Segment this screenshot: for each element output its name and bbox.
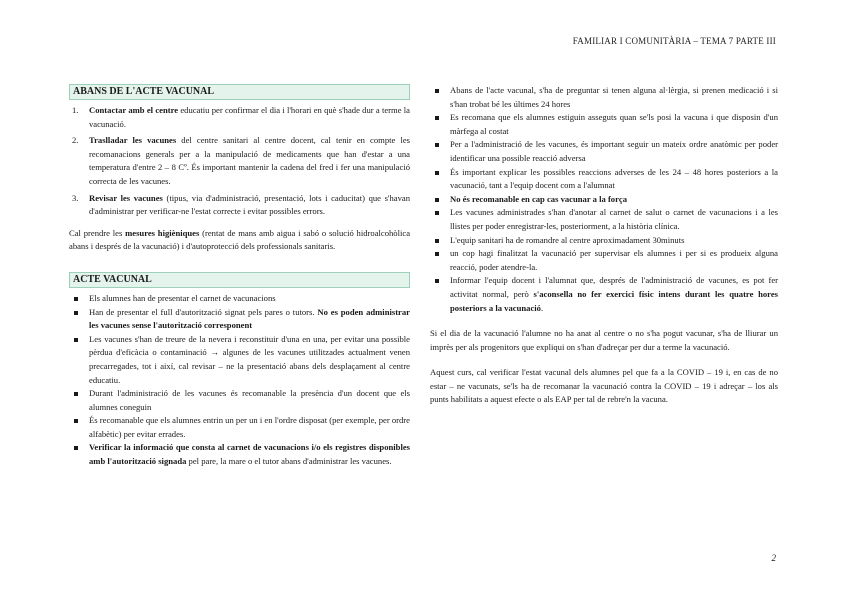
- bullet-square-icon: [435, 143, 439, 147]
- bullet-square-icon: [435, 116, 439, 120]
- hygiene-note: Cal prendre les mesures higièniques (rentat de mans amb aigua i sabó o solució hidroalcohòlica abans i després de la vacunació) i d'autoprotecció dels professionals sanitaris.: [69, 227, 411, 252]
- list-item: Durant l'administració de les vacunes és recomanable la presència d'un docent que els alumnes coneguin: [69, 387, 410, 414]
- section-heading-vaccination-act: ACTE VACUNAL: [69, 272, 410, 288]
- list-item: Han de presentar el full d'autorització signat pels pares o tutors. No es poden administrar les vacunes sense l'autorització corresponent: [69, 306, 410, 333]
- list-item: És important explicar les possibles reaccions adverses de les 24 – 48 hores posteriors a la vacunació, tant a l'equip docent com a l'alumnat: [430, 166, 778, 193]
- right-column: [430, 84, 778, 407]
- list-item: Informar l'equip docent i l'alumnat que, després de l'administració de vacunes, es pot fer activitat normal, però s'aconsella no fer exercici físic intens durant les quatre hores posteriors a la vacunació.: [430, 274, 778, 315]
- list-item: Verificar la informació que consta al carnet de vacunacions i/o els registres disponibles amb l'autorització signada pel pare, la mare o el tutor abans d'administrar les vacunes.: [69, 441, 410, 468]
- list-item: Els alumnes han de presentar el carnet de vacunacions: [69, 292, 410, 306]
- absent-student-paragraph: Si el dia de la vacunació l'alumne no ha anat al centre o no s'ha pogut vacunar, s'ha de lliurar un imprès per als progenitors que expliqui on s'han d'adreçar per dur a terme la vacunació.: [430, 328, 778, 352]
- list-item: Les vacunes administrades s'han d'anotar al carnet de salut o carnet de vacunacions i a les llistes per poder enregistrar-les, posteriorment, a la història clínica.: [430, 206, 778, 233]
- list-item: No és recomanable en cap cas vacunar a la força: [430, 193, 778, 207]
- bullet-square-icon: [435, 239, 439, 243]
- bullet-square-icon: [74, 311, 78, 315]
- list-item: Per a l'administració de les vacunes, és important seguir un mateix ordre anatòmic per poder identificar una possible reacció adversa: [430, 138, 778, 165]
- list-item: Les vacunes s'han de treure de la nevera i reconstituir d'una en una, per evitar una possible pèrdua d'eficàcia o contaminació → algunes de les vacunes utilitzades actualment venen precarregades, tot i així, cal revisar – ne la presentació abans dels desplaçament al centre educatiu.: [69, 333, 410, 387]
- list-item: un cop hagi finalitzat la vacunació per supervisar els alumnes i per si es produeix alguna reacció, poder atendre-la.: [430, 247, 778, 274]
- bullet-square-icon: [74, 338, 78, 342]
- bullet-square-icon: [74, 392, 78, 396]
- list-item: 2. Traslladar les vacunes del centre sanitari al centre docent, cal tenir en compte les recomanacions generals per a la manipulació de medicaments que han d'estar a una temperatura d'entre 2 – 8 Cº. És important mantenir la cadena del fred i fer una manipulació correcta de les vacunes.: [72, 135, 410, 186]
- list-item: L'equip sanitari ha de romandre al centre aproximadament 30minuts: [430, 234, 778, 248]
- bullet-square-icon: [435, 211, 439, 215]
- vaccination-act-list: [69, 292, 410, 469]
- bullet-square-icon: [74, 297, 78, 301]
- bullet-square-icon: [74, 446, 78, 450]
- bullet-square-icon: [435, 279, 439, 283]
- list-item: 1. Contactar amb el centre educatiu per confirmar el dia i l'horari en què s'hade dur a terme la vacunació.: [72, 105, 410, 129]
- list-item: És recomanable que els alumnes entrin un per un i en l'ordre disposat (per exemple, per ordre alfabètic) per evitar errades.: [69, 414, 410, 441]
- bullet-square-icon: [435, 89, 439, 93]
- document-header-title: FAMILIAR I COMUNITÀRIA – TEMA 7 PARTE III: [572, 36, 776, 46]
- page-number: 2: [771, 553, 776, 563]
- left-column: [69, 84, 410, 469]
- list-item: Abans de l'acte vacunal, s'ha de preguntar si tenen alguna al·lèrgia, si prenen medicació i si s'han trobat bé les últimes 24 hores: [430, 84, 778, 111]
- list-item: 3. Revisar les vacunes (tipus, via d'administració, presentació, lots i caducitat) que s'havan d'administrar per verificar-ne l'estat correcte i evitar possibles errors.: [72, 192, 410, 217]
- bullet-square-icon: [74, 419, 78, 423]
- bullet-square-icon: [435, 252, 439, 256]
- covid-verification-paragraph: Aquest curs, cal verificar l'estat vacunal dels alumnes pel que fa a la COVID – 19 i, en cas de no estar – ne vacunats, se'ls ha de recomanar la vacunació contra la COVID – 19 i adreçar – los als punts habilitats a aquest efecte o als EAP per tal de rebre'n la vacuna.: [430, 367, 778, 405]
- vaccination-act-list-continued: [430, 84, 778, 315]
- bullet-square-icon: [435, 171, 439, 175]
- list-item: Es recomana que els alumnes estiguin asseguts quan se'ls posi la vacuna i que disposin d'un màrfega al costat: [430, 111, 778, 138]
- preparation-steps-list: [69, 104, 410, 219]
- bullet-square-icon: [435, 198, 439, 202]
- section-heading-before-vaccination: ABANS DE L'ACTE VACUNAL: [69, 84, 410, 100]
